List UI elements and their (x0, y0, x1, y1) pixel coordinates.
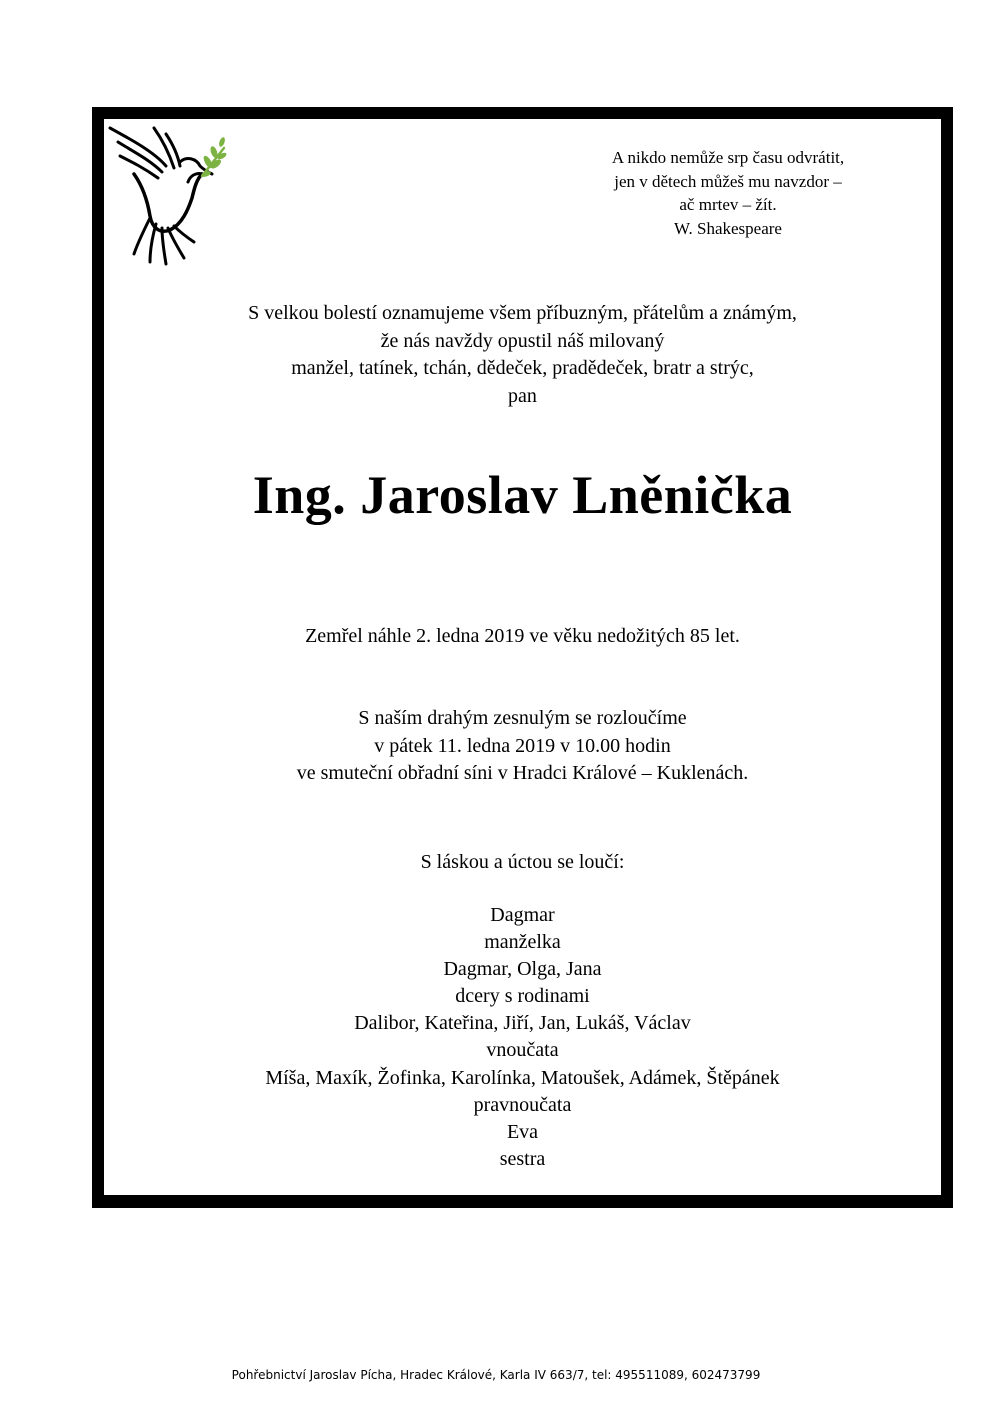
mourner-names: Eva (506, 1120, 539, 1143)
mourner-relation: sestra (499, 1147, 546, 1170)
mourner-names: Dalibor, Kateřina, Jiří, Jan, Lukáš, Václav (354, 1012, 691, 1035)
announcement-line: že nás navždy opustil náš milovaný (380, 329, 665, 352)
farewell-line: S naším drahým zesnulým se rozloučíme (358, 707, 687, 729)
announcement-text (104, 300, 941, 410)
funeral-home-footer: Pohřebnictví Jaroslav Pícha, Hradec Králové, Karla IV 663/7, tel: 495511089, 602473799 (231, 1368, 761, 1382)
quote-line: jen v dětech můžeš mu navzdor – (614, 171, 842, 191)
announcement-line: pan (508, 384, 537, 407)
farewell-line: ve smuteční obřadní síni v Hradci Králové – Kuklenách. (296, 762, 749, 784)
mourners-heading: S láskou a úctou se loučí: (420, 851, 625, 873)
announcement-line: manžel, tatínek, tchán, dědeček, pradědeček, bratr a strýc, (291, 357, 754, 379)
death-notice: Zemřel náhle 2. ledna 2019 ve věku nedožitých 85 let. (305, 625, 740, 647)
mourner-names: Dagmar (490, 904, 555, 926)
mourner-relation: vnoučata (486, 1039, 559, 1062)
farewell-text (104, 705, 941, 788)
mourner-names: Míša, Maxík, Žofinka, Karolínka, Matoušek, Adámek, Štěpánek (265, 1066, 780, 1089)
quote-author: W. Shakespeare (674, 218, 782, 238)
mourner-names: Dagmar, Olga, Jana (443, 958, 602, 981)
dove-icon (104, 118, 228, 268)
mourner-relation: dcery s rodinami (455, 985, 590, 1008)
quote-line: ač mrtev – žít. (679, 195, 777, 214)
mourner-relation: pravnoučata (473, 1093, 572, 1116)
mourners-list (104, 902, 941, 1173)
farewell-line: v pátek 11. ledna 2019 v 10.00 hodin (374, 734, 671, 757)
quote-line: A nikdo nemůže srp času odvrátit, (611, 148, 845, 167)
mourner-relation: manželka (484, 931, 561, 954)
quote-block (600, 146, 856, 240)
deceased-name: Ing. Jaroslav Lněnička (252, 465, 793, 525)
announcement-line: S velkou bolestí oznamujeme všem příbuzným, přátelům a známým, (248, 302, 797, 324)
